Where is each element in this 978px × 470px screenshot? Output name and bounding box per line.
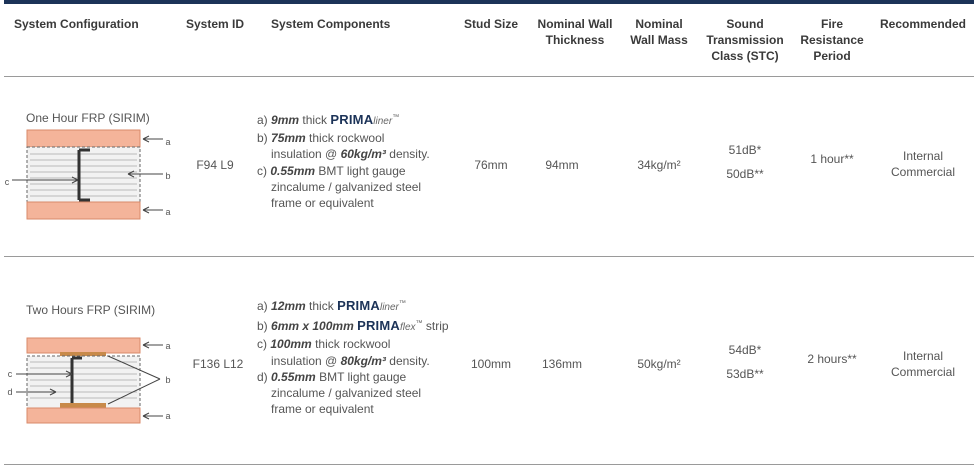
row1-label-a-top: a xyxy=(165,137,171,147)
row1-config: One Hour FRP (SIRIM) xyxy=(26,111,150,125)
liner-logo-text: liner xyxy=(373,116,393,127)
row1-comp-c-dim: 0.55mm xyxy=(270,163,316,178)
row2-system-id: F136 L12 xyxy=(192,357,244,371)
row1-comp-a-text: thick xyxy=(302,113,328,127)
header-mass xyxy=(624,16,694,48)
header-stc-line2: Transmission xyxy=(706,33,784,47)
row1-comp-b-density: 60kg/m³ xyxy=(340,147,386,162)
row2-comp-c-density: 80kg/m³ xyxy=(340,353,386,368)
row2-component-c xyxy=(257,336,472,352)
header-divider xyxy=(4,76,974,77)
row2-comp-d-prefix: d) xyxy=(257,369,268,384)
row2-comp-a-text: thick xyxy=(309,299,334,313)
row1-recommended-1: Internal xyxy=(902,149,944,163)
row2-comp-c-prefix: c) xyxy=(257,337,267,352)
header-config: System Configuration xyxy=(14,17,139,31)
row1-comp-a-prefix: a) xyxy=(257,113,268,127)
row2-label-a-bottom: a xyxy=(165,411,171,421)
header-stc-line3: Class (STC) xyxy=(711,49,779,63)
header-thickness xyxy=(527,16,623,48)
row1-component-b xyxy=(257,130,472,146)
row1-stc-1: 51dB* xyxy=(728,143,762,157)
row1-label-c: c xyxy=(4,177,10,187)
row1-stc-2: 50dB** xyxy=(726,167,764,181)
row2-recommended xyxy=(872,348,974,380)
row1-component-c-line2: zincalume / galvanized steel xyxy=(271,179,422,194)
row1-comp-b-pre: insulation @ xyxy=(271,147,338,162)
row1-recommended xyxy=(872,148,974,180)
row2-components xyxy=(257,296,472,417)
row1-comp-b-prefix: b) xyxy=(257,131,268,146)
row1-comp-c-prefix: c) xyxy=(257,163,267,178)
prima-logo: PRIMA xyxy=(330,112,374,127)
header-recommended: Recommended xyxy=(879,17,967,31)
row1-comp-b-text: thick rockwool xyxy=(309,131,385,146)
row2-comp-a-dim: 12mm xyxy=(271,299,306,313)
row1-comp-c-text: BMT light gauge xyxy=(318,163,406,178)
row1-label-a-bottom: a xyxy=(165,207,171,217)
row1-stud-size: 76mm xyxy=(474,158,508,172)
header-fire xyxy=(794,16,870,64)
row2-comp-d-dim: 0.55mm xyxy=(271,369,316,384)
row2-recommended-2: Commercial xyxy=(890,365,955,379)
header-thickness-line2: Thickness xyxy=(545,33,605,47)
prima-logo: PRIMA xyxy=(337,298,380,313)
row1-component-c xyxy=(257,163,472,179)
row-divider xyxy=(4,256,974,257)
row2-fire: 2 hours** xyxy=(807,352,857,366)
header-system-id: System ID xyxy=(185,17,245,31)
header-thickness-line1: Nominal Wall xyxy=(537,17,613,31)
row2-stc-1: 54dB* xyxy=(728,343,762,357)
row2-comp-c-pre: insulation @ xyxy=(271,353,338,368)
header-stc-line1: Sound xyxy=(726,17,764,31)
trademark-mark: ™ xyxy=(415,320,423,328)
flex-logo-text: flex xyxy=(399,322,416,334)
row2-stc xyxy=(697,338,793,386)
row1-comp-a-dim: 9mm xyxy=(271,113,300,127)
row2-comp-d-text: BMT light gauge xyxy=(319,369,407,384)
trademark-mark: ™ xyxy=(398,300,406,307)
header-fire-line2: Resistance xyxy=(800,33,864,47)
row2-component-d-line2: zincalume / galvanized steel xyxy=(271,386,422,401)
row2-component-d xyxy=(257,369,472,385)
row2-stc-2: 53dB** xyxy=(726,367,764,381)
row1-component-c-line3: frame or equivalent xyxy=(271,196,374,211)
row2-comp-c-text: thick rockwool xyxy=(315,337,391,352)
row2-label-d: d xyxy=(7,387,13,397)
row1-label-b: b xyxy=(165,171,171,181)
row2-comp-b-text: strip xyxy=(425,319,449,334)
row1-thickness: 94mm xyxy=(545,158,579,172)
row1-comp-b-dim: 75mm xyxy=(271,131,306,146)
row1-system-id: F94 L9 xyxy=(196,158,234,172)
prima-logo: PRIMA xyxy=(357,318,400,334)
row2-mass: 50kg/m² xyxy=(637,357,681,371)
row2-comp-c-post: density. xyxy=(389,353,430,368)
row1-fire: 1 hour** xyxy=(810,152,854,166)
trademark-mark: ™ xyxy=(392,114,400,121)
row1-recommended-2: Commercial xyxy=(890,165,955,179)
row2-component-b xyxy=(257,316,472,336)
row2-comp-b-prefix: b) xyxy=(257,319,268,334)
row1-component-a xyxy=(257,110,472,130)
row1-mass: 34kg/m² xyxy=(637,158,681,172)
row2-label-a-top: a xyxy=(165,341,171,351)
row1-components xyxy=(257,110,472,211)
row2-config: Two Hours FRP (SIRIM) xyxy=(26,303,156,317)
row2-component-d-line3: frame or equivalent xyxy=(271,402,374,417)
row2-recommended-1: Internal xyxy=(902,349,944,363)
row2-label-b: b xyxy=(165,375,171,385)
header-fire-line1: Fire xyxy=(820,17,843,31)
row1-stc xyxy=(697,138,793,186)
liner-logo-text: liner xyxy=(379,302,399,313)
row2-component-c-line2 xyxy=(257,353,472,369)
table-bottom-rule xyxy=(4,464,974,465)
row2-component-a xyxy=(257,296,472,316)
row2-stud-size: 100mm xyxy=(470,357,511,371)
row2-wall-diagram xyxy=(0,336,180,430)
row1-component-b-line2 xyxy=(257,146,472,162)
row1-comp-b-post: density. xyxy=(389,147,430,162)
header-fire-line3: Period xyxy=(813,49,851,63)
row2-label-c: c xyxy=(7,369,13,379)
row2-comp-a-prefix: a) xyxy=(257,299,268,313)
header-stc xyxy=(697,16,793,64)
row2-thickness: 136mm xyxy=(541,357,582,371)
header-mass-line1: Nominal xyxy=(635,17,683,31)
row1-wall-diagram xyxy=(0,128,180,222)
header-stud-size: Stud Size xyxy=(463,17,518,31)
top-accent-bar xyxy=(4,0,974,4)
header-components: System Components xyxy=(271,17,391,31)
row2-comp-c-dim: 100mm xyxy=(270,337,312,352)
row2-comp-b-dim: 6mm x 100mm xyxy=(271,319,354,334)
header-mass-line2: Wall Mass xyxy=(630,33,688,47)
